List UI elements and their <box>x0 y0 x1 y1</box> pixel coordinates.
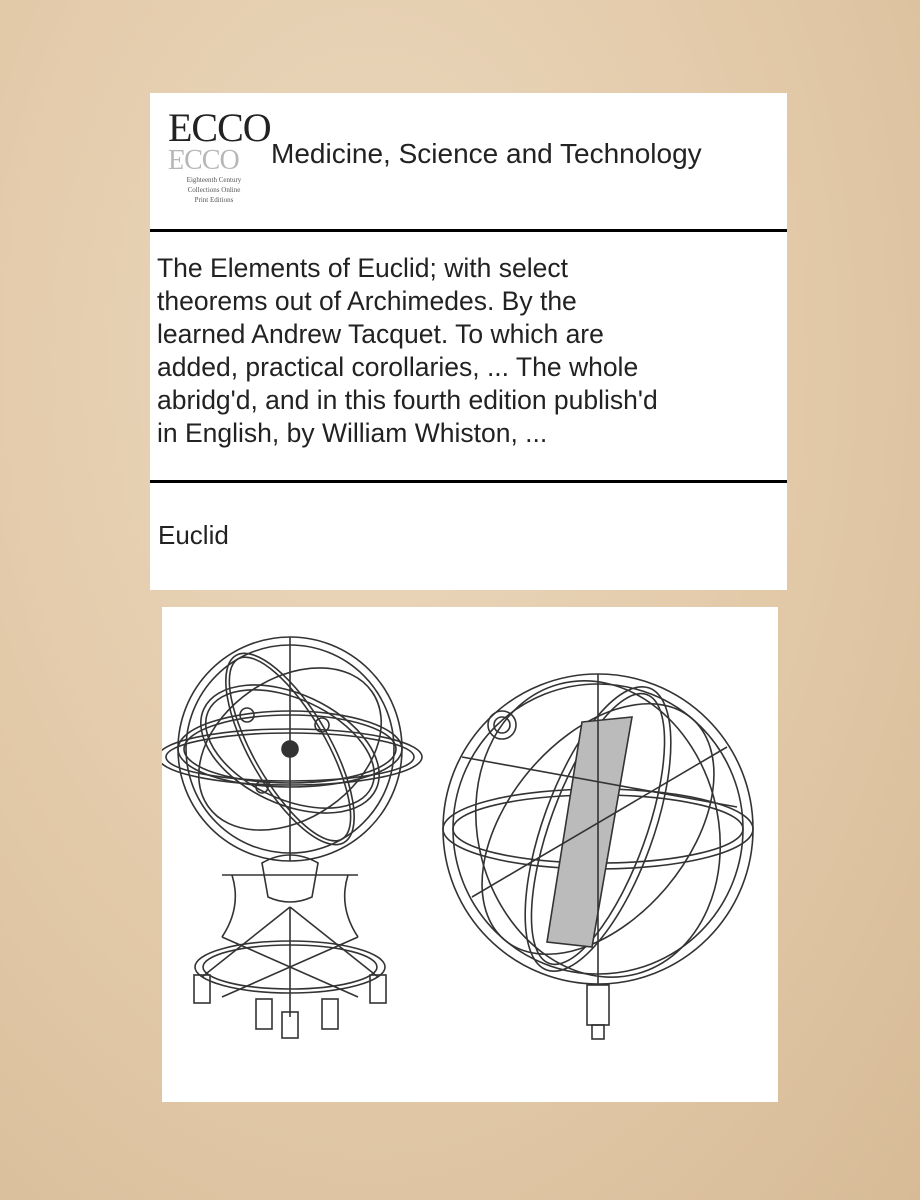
author-panel <box>150 483 787 590</box>
armillary-sphere-icon <box>162 634 422 1038</box>
author-name: Euclid <box>158 520 229 550</box>
globe-sphere-icon <box>436 653 760 1039</box>
title-line: learned Andrew Tacquet. To which are <box>157 319 604 349</box>
book-title <box>157 252 782 450</box>
logo-caption-line: Eighteenth Century <box>186 176 242 184</box>
series-title: Medicine, Science and Technology <box>271 138 702 169</box>
cover-illustration <box>162 607 778 1102</box>
logo-wordmark-reflection: ECCO <box>168 143 239 174</box>
title-line: abridg'd, and in this fourth edition publish'd <box>157 385 658 415</box>
title-line: The Elements of Euclid; with select <box>157 253 568 283</box>
divider-rule <box>150 229 787 232</box>
divider-rule <box>150 480 787 483</box>
logo-caption-line: Print Editions <box>194 196 234 204</box>
title-line: theorems out of Archimedes. By the <box>157 286 577 316</box>
title-line: in English, by William Whiston, ... <box>157 418 548 448</box>
title-line: added, practical corollaries, ... The whole <box>157 352 639 382</box>
logo-caption-line: Collections Online <box>187 186 241 194</box>
logo-wordmark: ECCO <box>168 105 271 150</box>
ecco-logo <box>160 100 270 220</box>
